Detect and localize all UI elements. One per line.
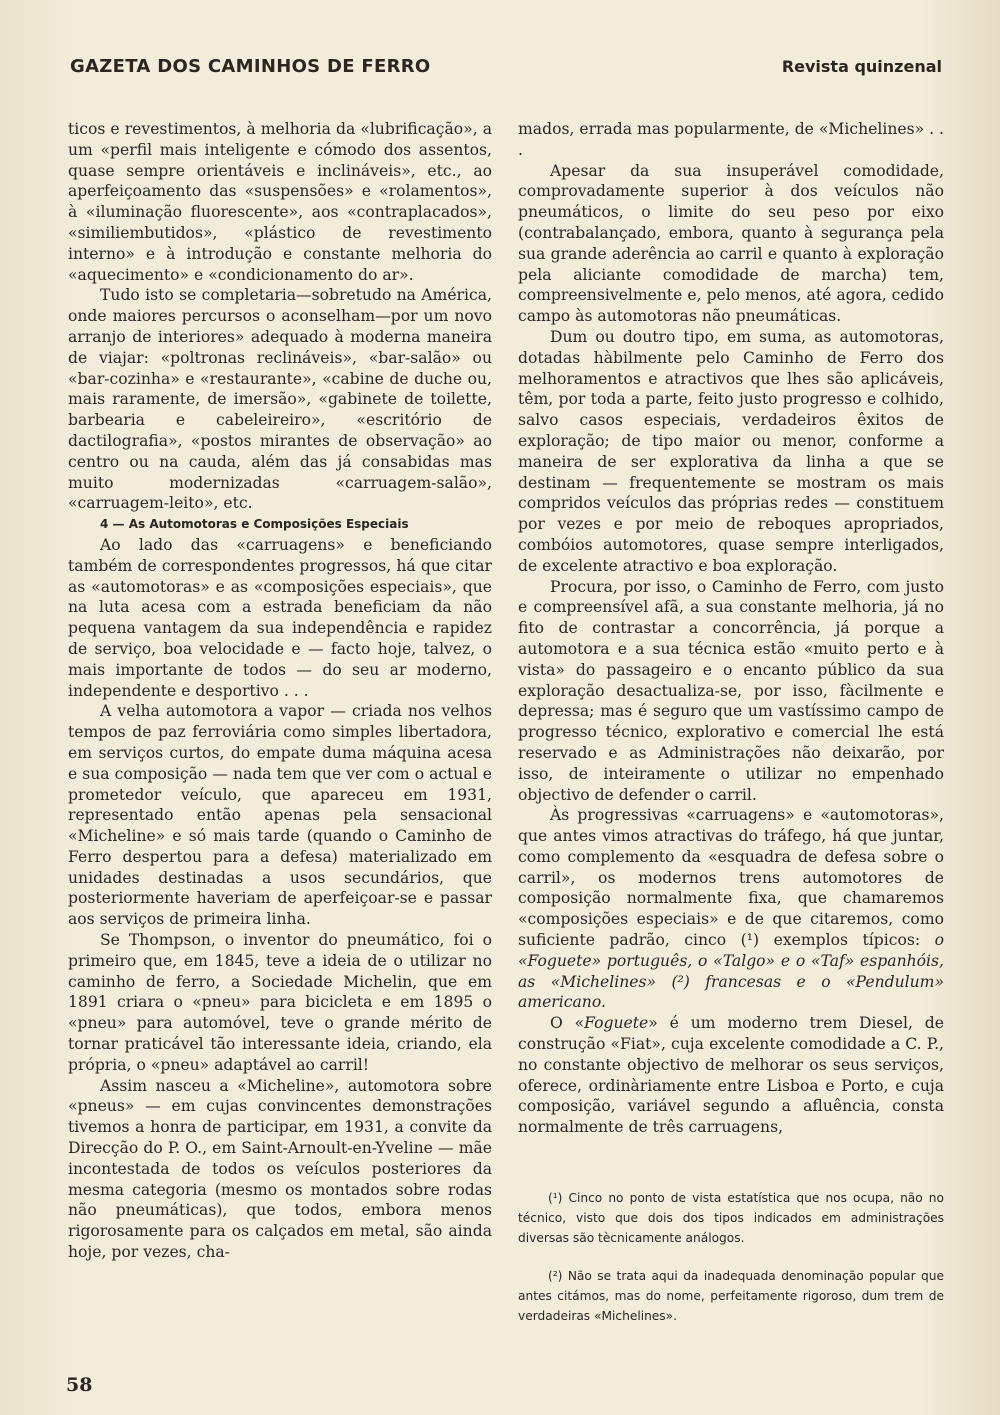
paragraph: Apesar da sua insuperável comodidade, comprovadamente superior à dos veículos não pneumáticos, o limite do seu peso por eixo (contrabalançado, embora, quanto à segurança pela sua grande aderência ao carril e quanto à exploração pela aliciante comodidade de marcha) tem, compreensivelmente e, pelo menos, até agora, cedido campo às automotoras não pneumáticas. (518, 161, 944, 326)
paragraph-text: Às progressivas «carruagens» e «automotoras», que antes vimos atractivas do tráfego, há que juntar, como complemento da «esquadra de defesa sobre o carril», os modernos trens automotores de composição normalmente fixa, que chamaremos «composições especiais» e de que citaremos, como suficiente padrão, cinco (¹) exemplos típicos: (518, 806, 944, 950)
magazine-subtitle: Revista quinzenal (781, 57, 942, 76)
left-column (68, 119, 492, 1263)
page-number: 58 (66, 1374, 93, 1396)
magazine-title: GAZETA DOS CAMINHOS DE FERRO (70, 56, 431, 77)
paragraph-text: » é um moderno trem Diesel, de construção «Fiat», cuja excelente comodidade a C. P., no constante objectivo de melhorar os seus serviços, oferece, ordinàriamente entre Lisboa e Porto, e cuja composição, variável segundo a afluência, consta normalmente de três carruagens, (518, 1014, 944, 1137)
footnote-2: (²) Não se trata aqui da inadequada denominação popular que antes citámos, mas do nome, perfeitamente rigoroso, dum trem de verdadeiras «Michelines». (518, 1269, 944, 1323)
paragraph (518, 805, 944, 1013)
paragraph: Tudo isto se completaria—sobretudo na América, onde maiores percursos o aconselham—por um novo arranjo de interiores» adequado à moderna maneira de viajar: «poltronas reclináveis», «bar-salão» ou «bar-cozinha» e «restaurante», «cabine de duche ou, mais raramente, de imersão», «gabinete de toilette, barbearia e cabeleireiro», «escritório de dactilografia», «postos mirantes de observação» ao centro ou na cauda, além das já consabidas mas muito modernizadas «carruagem-salão», «carruagem-leito», etc. (68, 286, 492, 513)
paragraph: A velha automotora a vapor — criada nos velhos tempos de paz ferroviária como simples libertadora, em serviços curtos, do empate duma máquina acesa e sua composição — nada tem que ver com o actual e prometedor veículo, que apareceu em 1931, representado então apenas pela sensacional «Micheline» e só mais tarde (quando o Caminho de Ferro despertou para a defesa) materializado em unidades destinadas a usos secundários, que posteriormente haveriam de aperfeiçoar-se e passar aos serviços de primeira linha. (68, 702, 492, 929)
footnote-1: (¹) Cinco no ponto de vista estatística que nos ocupa, não no técnico, visto que dois dos tipos indicados em administrações diversas são tècnicamente análogos. (518, 1191, 944, 1245)
italic-text: o «Foguete» português, o «Talgo» e o «Taf» espanhóis, as «Michelines» (²) francesas e o «Pendulum» americano. (518, 931, 944, 1012)
right-column (518, 119, 944, 1138)
paragraph-text: O « (550, 1014, 585, 1033)
paragraph: Ao lado das «carruagens» e beneficiando também de correspondentes progressos, há que citar as «automotoras» e as «composições especiais», que na luta acesa com a estrada beneficiam da não pequena vantagem da sua independência e rapidez de serviço, boa velocidade e — facto hoje, talvez, o mais importante de todos — do seu ar moderno, independente e desportivo . . . (68, 535, 492, 700)
paragraph: mados, errada mas popularmente, de «Michelines» . . . (518, 120, 944, 159)
paragraph: Dum ou doutro tipo, em suma, as automotoras, dotadas hàbilmente pelo Caminho de Ferro dos melhoramentos e atractivos que lhes são aplicáveis, têm, por toda a parte, feito justo progresso e colhido, salvo casos especiais, verdadeiros êxitos de exploração; de tipo maior ou menor, conforme a maneira de ser explorativa da linha a que se destinam — frequentemente se mostram os mais compridos veículos das próprias redes — constituem por vezes e por meio de reboques apropriados, combóios automotores, quase sempre interligados, de excelente atractivo e boa exploração. (518, 327, 944, 575)
section-heading: 4 — As Automotoras e Composições Especiais (100, 517, 409, 532)
paragraph (518, 1013, 944, 1138)
page-header (70, 56, 942, 84)
paragraph: Assim nasceu a «Micheline», automotora sobre «pneus» — em cujas convincentes demonstrações tivemos a honra de participar, em 1931, a convite da Direcção do P. O., em Saint-Arnoult-en-Yveline — mãe incontestada de todos os veículos posteriores da mesma categoria (mesmo os montados sobre rodas não pneumáticas), que todos, embora menos rigorosamente para os calçados em metal, são ainda hoje, por vezes, cha- (68, 1076, 492, 1262)
paragraph: Se Thompson, o inventor do pneumático, foi o primeiro que, em 1845, teve a ideia de o utilizar no caminho de ferro, a Sociedade Michelin, que em 1891 criara o «pneu» para bicicleta e em 1895 o «pneu» para automóvel, teve o grande mérito de tornar praticável tão interessante ideia, criando, ela própria, o «pneu» adaptável ao carril! (68, 931, 492, 1074)
paragraph: ticos e revestimentos, à melhoria da «lubrificação», a um «perfil mais inteligente e cómodo dos assentos, quase sempre orientáveis e inclináveis», etc., ao aperfeiçoamento das «suspensões» e «rolamentos», à «iluminação fluorescente», aos «contraplacados», «similiembutidos», «plástico de revestimento interno» e à introdução e constante melhoria do «aquecimento» e «condicionamento do ar». (68, 120, 492, 284)
footnotes (518, 1188, 944, 1344)
italic-text: Foguete (584, 1014, 649, 1033)
paragraph: Procura, por isso, o Caminho de Ferro, com justo e compreensível afã, a sua constante melhoria, já no fito de contrastar a concorrência, já porque a automotora e a sua técnica estão «muito perto e à vista» do passageiro e o encanto público da sua exploração desactualiza-se, por isso, fàcilmente e depressa; mas é seguro que um vastíssimo campo de progresso técnico, explorativo e comercial lhe está reservado e as Administrações não deixarão, por isso, de inteiramente o utilizar no empenhado objectivo de defender o carril. (518, 577, 944, 804)
